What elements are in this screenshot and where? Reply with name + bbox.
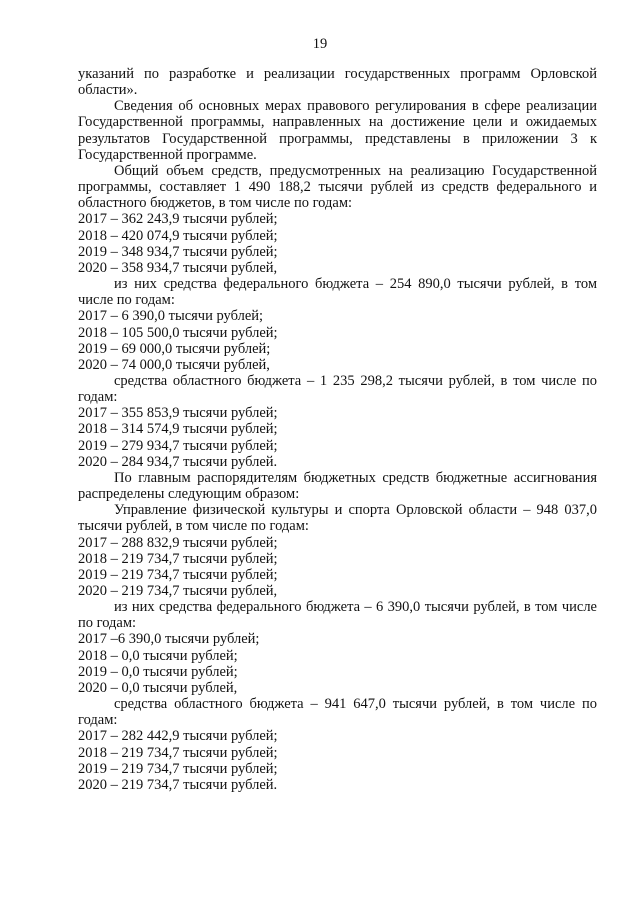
- document-body: [78, 66, 597, 793]
- funding-year-line: 2017 – 355 853,9 тысячи рублей;: [78, 405, 278, 422]
- funding-year-line: 2020 – 358 934,7 тысячи рублей,: [78, 259, 278, 276]
- funding-year-line: 2020 – 219 734,7 тысячи рублей,: [78, 583, 278, 599]
- funding-year-line: 2019 – 219 734,7 тысячи рублей;: [78, 566, 278, 583]
- paragraph-budget-administrators: По главным распорядителям бюджетных средств бюджетные ассигнования распределены следующим образом:: [78, 469, 597, 503]
- paragraph-regulation-info: Сведения об основных мерах правового регулирования в сфере реализации Государственной программы, направленных на достижение цели и ожидаемых результатов Государственной программы, представлены в приложении 3 к Государственной программе.: [78, 98, 597, 163]
- funding-year-line: 2020 – 219 734,7 тысячи рублей.: [78, 776, 278, 793]
- funding-year-line: 2017 –6 390,0 тысячи рублей;: [78, 631, 260, 648]
- funding-year-line: 2020 – 74 000,0 тысячи рублей,: [78, 356, 270, 373]
- funding-year-line: 2019 – 279 934,7 тысячи рублей;: [78, 437, 278, 454]
- funding-year-line: 2017 – 362 243,9 тысячи рублей;: [78, 211, 278, 228]
- paragraph-total-funding: Общий объем средств, предусмотренных на реализацию Государственной программы, составляет 1 490 188,2 тысячи рублей из средств федерального и областного бюджетов, в том числе по годам:: [78, 162, 597, 212]
- funding-year-line: 2017 – 282 442,9 тысячи рублей;: [78, 728, 278, 745]
- funding-year-line: 2020 – 284 934,7 тысячи рублей.: [78, 453, 278, 470]
- funding-year-line: 2017 – 288 832,9 тысячи рублей;: [78, 534, 278, 551]
- funding-year-line: 2019 – 219 734,7 тысячи рублей;: [78, 760, 278, 777]
- funding-year-line: 2019 – 0,0 тысячи рублей;: [78, 663, 238, 680]
- funding-year-line: 2018 – 219 734,7 тысячи рублей;: [78, 744, 278, 761]
- funding-year-line: 2018 – 314 574,9 тысячи рублей;: [78, 421, 278, 438]
- paragraph-regional-budget: средства областного бюджета – 941 647,0 тысячи рублей, в том числе по годам:: [78, 696, 597, 729]
- funding-year-line: 2018 – 219 734,7 тысячи рублей;: [78, 550, 278, 567]
- funding-year-line: 2017 – 6 390,0 тысячи рублей;: [78, 308, 264, 325]
- funding-year-line: 2019 – 69 000,0 тысячи рублей;: [78, 340, 271, 357]
- paragraph-regional-budget: средства областного бюджета – 1 235 298,2 тысячи рублей, в том числе по годам:: [78, 372, 597, 406]
- funding-year-line: 2019 – 348 934,7 тысячи рублей;: [78, 243, 278, 260]
- paragraph-federal-budget: из них средства федерального бюджета – 254 890,0 тысячи рублей, в том числе по годам:: [78, 276, 597, 309]
- funding-year-line: 2018 – 0,0 тысячи рублей;: [78, 647, 238, 664]
- funding-year-line: 2020 – 0,0 тысячи рублей,: [78, 679, 238, 696]
- paragraph-continuation: указаний по разработке и реализации государственных программ Орловской области».: [78, 66, 597, 99]
- paragraph-sports-department: Управление физической культуры и спорта Орловской области – 948 037,0 тысячи рублей, в том числе по годам:: [78, 502, 597, 535]
- page-number: 19: [312, 36, 328, 52]
- paragraph-federal-budget: из них средства федерального бюджета – 6 390,0 тысячи рублей, в том числе по годам:: [78, 599, 597, 632]
- funding-year-line: 2018 – 420 074,9 тысячи рублей;: [78, 227, 278, 244]
- funding-year-line: 2018 – 105 500,0 тысячи рублей;: [78, 324, 278, 341]
